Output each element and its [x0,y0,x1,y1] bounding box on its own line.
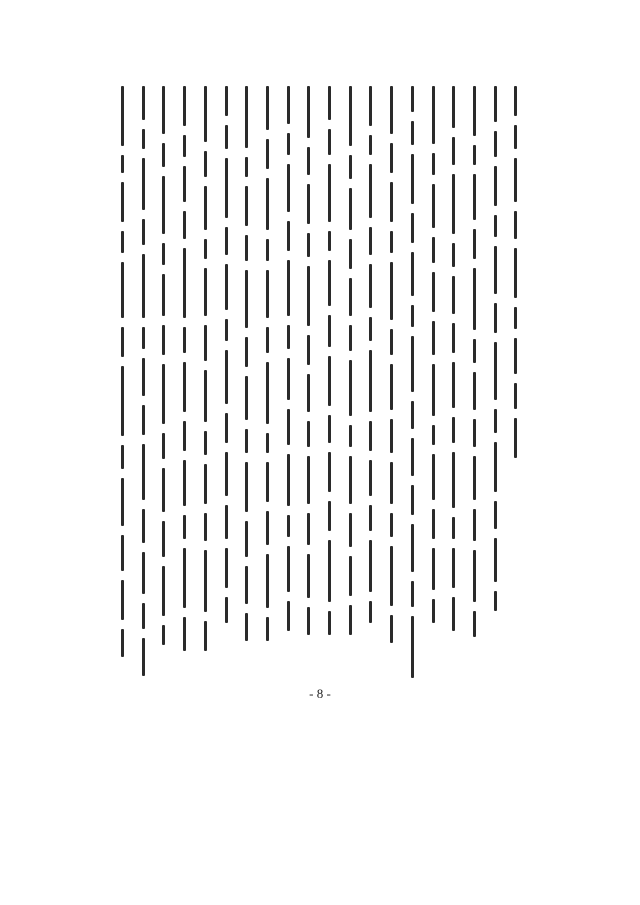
word-stroke [266,511,269,545]
word-stroke [142,219,145,245]
word-stroke [390,462,393,504]
word-stroke [514,338,517,374]
word-stroke [121,86,124,146]
word-stroke [245,521,248,557]
word-stroke [369,164,372,218]
word-stroke [411,401,414,429]
word-stroke [162,243,165,265]
word-stroke [183,515,186,539]
text-column [470,86,479,678]
word-stroke [183,362,186,412]
word-stroke [307,233,310,257]
word-stroke [328,356,331,406]
word-stroke [328,164,331,222]
word-stroke [162,176,165,234]
word-stroke [287,546,290,592]
word-stroke [183,617,186,651]
word-stroke [142,552,145,594]
word-stroke [432,364,435,416]
word-stroke [349,325,352,351]
word-stroke [245,376,248,420]
word-stroke [369,135,372,155]
word-stroke [473,456,476,500]
word-stroke [287,358,290,400]
text-column [429,86,438,678]
word-stroke [452,548,455,588]
word-stroke [369,460,372,496]
word-stroke [162,433,165,459]
word-stroke [121,327,124,357]
word-stroke [204,151,207,177]
word-stroke [204,268,207,316]
word-stroke [452,323,455,353]
word-stroke [307,607,310,635]
text-column [491,86,500,678]
word-stroke [369,317,372,341]
word-stroke [225,158,228,218]
word-stroke [121,535,124,571]
word-stroke [432,86,435,144]
word-stroke [494,166,497,206]
mongolian-text-block [118,86,532,678]
word-stroke [390,143,393,173]
word-stroke [349,425,352,447]
word-stroke [494,246,497,294]
word-stroke [183,327,186,353]
word-stroke [162,143,165,167]
word-stroke [390,182,393,222]
word-stroke [369,505,372,531]
word-stroke [411,581,414,607]
word-stroke [183,548,186,608]
word-stroke [452,452,455,508]
word-stroke [390,231,393,253]
word-stroke [245,157,248,177]
word-stroke [494,342,497,400]
word-stroke [307,184,310,224]
word-stroke [349,155,352,179]
word-stroke [452,174,455,234]
word-stroke [307,554,310,598]
word-stroke [121,231,124,253]
word-stroke [204,86,207,142]
word-stroke [266,178,269,230]
word-stroke [494,409,497,433]
word-stroke [473,550,476,602]
word-stroke [162,521,165,557]
word-stroke [411,121,414,145]
word-stroke [204,621,207,651]
word-stroke [411,154,414,204]
word-stroke [494,86,497,122]
text-column [325,86,334,678]
word-stroke [473,86,476,136]
word-stroke [287,221,290,251]
word-stroke [245,337,248,367]
word-stroke [204,325,207,361]
word-stroke [390,513,393,537]
word-stroke [432,548,435,590]
word-stroke [142,603,145,629]
word-stroke [452,417,455,443]
word-stroke [411,305,414,327]
word-stroke [245,86,248,148]
word-stroke [162,274,165,316]
word-stroke [287,325,290,349]
word-stroke [411,336,414,392]
word-stroke [266,327,269,353]
word-stroke [142,638,145,676]
word-stroke [411,438,414,476]
word-stroke [225,350,228,404]
word-stroke [142,129,145,149]
word-stroke [514,86,517,116]
word-stroke [369,350,372,412]
word-stroke [142,405,145,435]
word-stroke [287,515,290,537]
word-stroke [390,546,393,606]
word-stroke [162,468,165,512]
word-stroke [452,597,455,631]
text-column [242,86,251,678]
word-stroke [390,329,393,355]
word-stroke [121,445,124,469]
word-stroke [452,137,455,165]
word-stroke [328,260,331,306]
word-stroke [328,129,331,155]
word-stroke [411,524,414,572]
text-column [139,86,148,678]
word-stroke [121,580,124,620]
word-stroke [494,442,497,492]
word-stroke [225,227,228,255]
word-stroke [473,268,476,330]
word-stroke [245,429,248,453]
word-stroke [307,266,310,326]
text-column [263,86,272,678]
word-stroke [225,452,228,496]
word-stroke [204,239,207,259]
word-stroke [225,264,228,310]
word-stroke [142,158,145,210]
word-stroke [266,86,269,130]
word-stroke [432,153,435,175]
word-stroke [411,616,414,678]
word-stroke [287,164,290,212]
text-column [511,86,520,678]
word-stroke [369,421,372,451]
word-stroke [204,464,207,504]
word-stroke [183,421,186,451]
word-stroke [411,213,414,243]
word-stroke [369,540,372,592]
word-stroke [349,513,352,547]
word-stroke [183,135,186,157]
word-stroke [307,513,310,545]
word-stroke [245,270,248,328]
word-stroke [328,611,331,635]
word-stroke [266,139,269,169]
word-stroke [494,131,497,157]
word-stroke [266,433,269,453]
text-column [366,86,375,678]
word-stroke [307,374,310,412]
word-stroke [162,566,165,616]
word-stroke [162,364,165,424]
word-stroke [473,339,476,363]
word-stroke [328,86,331,120]
word-stroke [225,319,228,341]
page-number: - 8 - [309,686,331,701]
word-stroke [121,182,124,222]
word-stroke [266,362,269,424]
text-column [180,86,189,678]
word-stroke [473,611,476,637]
word-stroke [307,421,310,447]
word-stroke [162,86,165,134]
word-stroke [452,362,455,408]
word-stroke [349,360,352,416]
word-stroke [307,147,310,175]
word-stroke [121,478,124,526]
text-column [284,86,293,678]
word-stroke [349,556,352,596]
word-stroke [183,460,186,506]
word-stroke [204,186,207,230]
text-column [304,86,313,678]
word-stroke [307,335,310,365]
word-stroke [225,505,228,539]
word-stroke [432,237,435,263]
word-stroke [390,364,393,410]
word-stroke [369,601,372,623]
word-stroke [287,133,290,155]
word-stroke [473,174,476,220]
word-stroke [494,303,497,333]
word-stroke [266,617,269,641]
text-column [118,86,127,678]
text-column [222,86,231,678]
word-stroke [432,321,435,355]
word-stroke [204,513,207,541]
word-stroke [390,262,393,320]
word-stroke [142,358,145,396]
word-stroke [328,501,331,531]
word-stroke [328,415,331,443]
word-stroke [245,566,248,604]
word-stroke [204,370,207,422]
word-stroke [225,125,228,149]
word-stroke [307,86,310,138]
word-stroke [266,462,269,502]
word-stroke [432,272,435,312]
word-stroke [473,509,476,541]
word-stroke [349,278,352,316]
word-stroke [452,517,455,539]
word-stroke [225,597,228,623]
word-stroke [142,254,145,318]
text-column [408,86,417,678]
word-stroke [390,86,393,134]
word-stroke [162,325,165,355]
word-stroke [287,601,290,631]
word-stroke [494,501,497,529]
word-stroke [411,485,414,515]
word-stroke [225,548,228,588]
word-stroke [473,229,476,259]
text-column [346,86,355,678]
word-stroke [369,86,372,126]
word-stroke [328,315,331,347]
word-stroke [349,86,352,146]
word-stroke [245,462,248,512]
word-stroke [245,186,248,226]
word-stroke [411,86,414,112]
text-column [201,86,210,678]
word-stroke [514,383,517,409]
word-stroke [266,270,269,318]
word-stroke [183,166,186,202]
word-stroke [432,425,435,445]
word-stroke [121,629,124,657]
word-stroke [183,211,186,239]
word-stroke [390,615,393,643]
word-stroke [162,625,165,645]
word-stroke [452,243,455,267]
word-stroke [328,231,331,251]
word-stroke [225,86,228,116]
word-stroke [121,366,124,436]
word-stroke [432,454,435,500]
word-stroke [245,613,248,641]
word-stroke [204,431,207,455]
word-stroke [328,452,331,492]
word-stroke [142,509,145,543]
word-stroke [307,456,310,504]
word-stroke [390,419,393,453]
word-stroke [287,409,290,445]
word-stroke [142,327,145,349]
word-stroke [514,248,517,298]
word-stroke [411,252,414,296]
word-stroke [225,413,228,443]
word-stroke [328,540,331,602]
word-stroke [121,155,124,173]
word-stroke [432,599,435,623]
word-stroke [452,276,455,314]
word-stroke [494,538,497,582]
word-stroke [369,227,372,255]
text-column [449,86,458,678]
word-stroke [287,454,290,506]
word-stroke [473,145,476,165]
word-stroke [432,509,435,539]
word-stroke [183,248,186,318]
text-column [387,86,396,678]
word-stroke [514,418,517,458]
word-stroke [514,307,517,329]
word-stroke [266,554,269,608]
word-stroke [349,188,352,230]
word-stroke [183,86,186,126]
word-stroke [121,262,124,318]
word-stroke [142,86,145,120]
word-stroke [349,605,352,635]
word-stroke [369,264,372,308]
word-stroke [266,239,269,261]
word-stroke [452,86,455,128]
word-stroke [287,260,290,316]
word-stroke [287,86,290,124]
word-stroke [473,372,476,410]
word-stroke [494,215,497,237]
word-stroke [514,125,517,149]
word-stroke [514,211,517,239]
word-stroke [245,235,248,261]
word-stroke [473,419,476,447]
text-column [159,86,168,678]
word-stroke [432,184,435,228]
word-stroke [349,239,352,269]
word-stroke [142,444,145,500]
word-stroke [204,550,207,612]
word-stroke [514,158,517,202]
word-stroke [494,591,497,611]
word-stroke [349,456,352,504]
